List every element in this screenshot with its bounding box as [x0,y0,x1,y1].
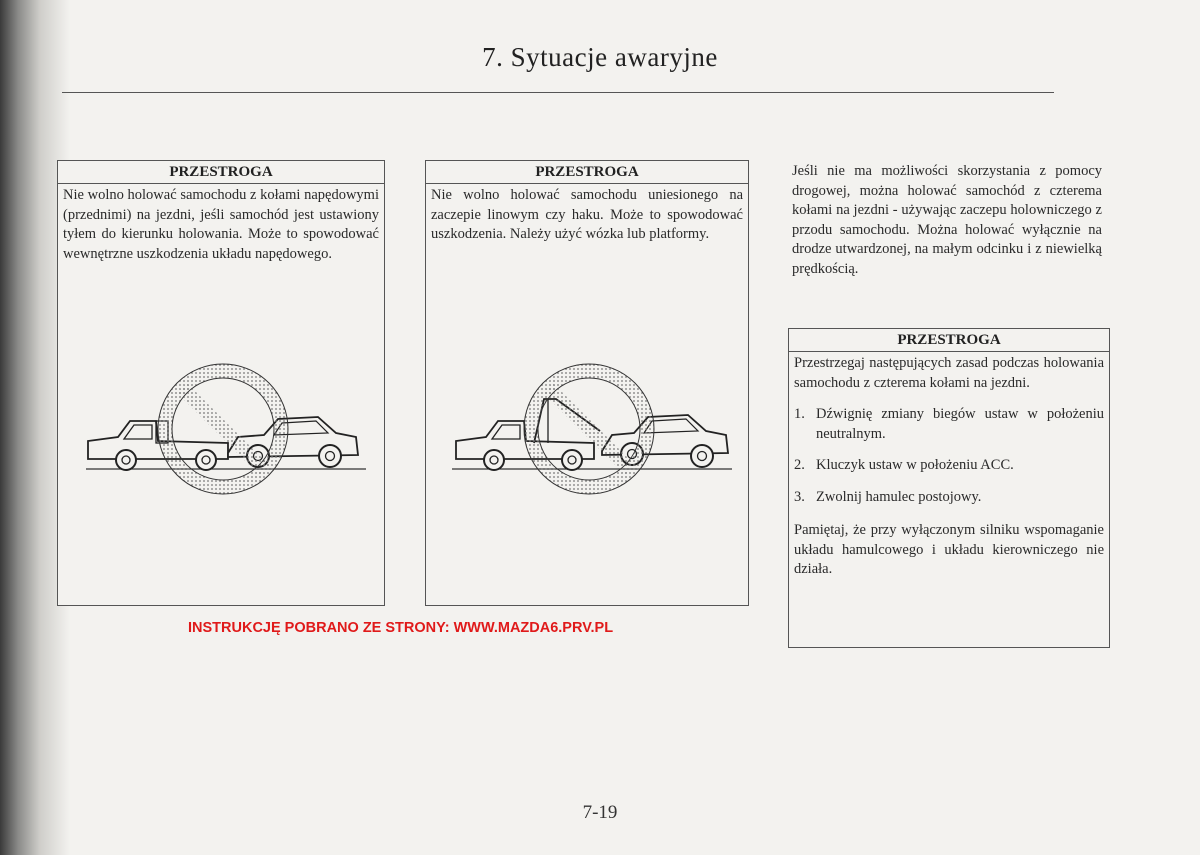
warning-box-middle [425,160,749,606]
right-column [792,162,1102,279]
step-text: Zwolnij hamulec postojowy. [816,488,982,505]
warning-intro: Przestrzegaj następujących zasad podczas holowania samochodu z czterema kołami na jezdni. [794,355,1104,391]
list-item [794,405,1104,444]
header-rule [62,92,1054,93]
warning-steps-list [789,405,1109,507]
step-number: 2. [794,457,805,473]
warning-text: Nie wolno holować samochodu uniesionego na zaczepie linowym czy haku. Może to spowodować uszkodzenia. Należy użyć wózka lub platformy. [431,187,743,242]
step-number: 3. [794,488,805,505]
towing-intro-text: Jeśli nie ma możliwości skorzystania z pomocy drogowej, można holować samochód z czterema kołami na jezdni - używając zaczepu holowniczego z przodu samochodu. Można holować wyłącznie na drodze utwardzonej, na małym odcinku i z niewielką prędkością. [792,163,1102,277]
warning-heading: PRZESTROGA [426,161,748,184]
chapter-title: 7. Sytuacje awaryjne [482,42,718,72]
warning-box-right [788,328,1110,648]
list-item [794,456,1104,476]
warning-heading: PRZESTROGA [58,161,384,184]
warning-box-left [57,160,385,606]
step-text: Dźwignię zmiany biegów ustaw w położeniu neutralnym. [816,406,1104,442]
step-text: Kluczyk ustaw w położeniu ACC. [816,457,1014,473]
warning-heading: PRZESTROGA [789,329,1109,352]
source-notice: INSTRUKCJĘ POBRANO ZE STRONY: WWW.MAZDA6.PRV.PL [188,620,614,636]
warning-text: Nie wolno holować samochodu z kołami napędowymi (przednimi) na jezdni, jeśli samochód jest ustawiony tyłem do kierunku holowania. Może to spowodować wewnętrzne uszkodzenia układu napędowego. [63,187,379,262]
warning-note: Pamiętaj, że przy wyłączonym silniku wspomaganie układu hamulcowego i układu kierowniczego nie działa. [794,522,1104,577]
list-item [794,488,1104,508]
no-towing-front-wheels-sign-icon [78,359,368,499]
page-number: 7-19 [582,802,618,823]
no-sling-towing-sign-icon [444,359,734,499]
step-number: 1. [794,406,805,422]
